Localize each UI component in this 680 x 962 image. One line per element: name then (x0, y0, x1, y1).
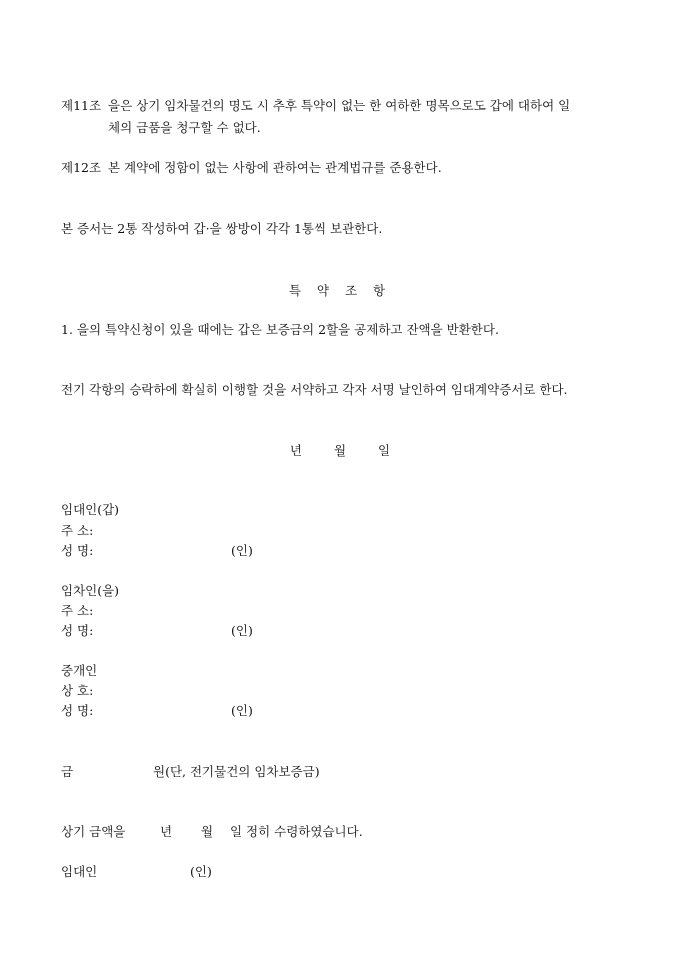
special-terms-title: 특 약 조 항 (288, 283, 392, 298)
lessee-seal: (인) (231, 623, 253, 638)
broker-seal: (인) (231, 703, 253, 718)
special-term-item: 1. 을의 특약신청이 있을 때에는 갑은 보증금의 2할을 공제하고 잔액을 반환한다. (61, 322, 499, 337)
lessor-sign-seal: (인) (190, 864, 212, 879)
article-11 (61, 98, 570, 114)
lessor-seal: (인) (231, 543, 253, 558)
broker-firm-label: 상 호: (61, 683, 94, 698)
lessor-name-label: 성 명: (61, 543, 94, 558)
lessor-address-label: 주 소: (61, 523, 94, 538)
amount-label: 금 (61, 764, 74, 779)
contract-date (0, 443, 680, 459)
agreement-statement: 전기 각항의 승락하에 확실히 이행할 것을 서약하고 각자 서명 날인하여 임대계약증서로 한다. (61, 382, 568, 397)
article-text-line1: 을은 상기 임차물건의 명도 시 추후 특약이 없는 한 여하한 명목으로도 갑에 대하여 일 (108, 98, 571, 113)
date-year: 년 (289, 443, 302, 458)
article-number: 제12조 (61, 160, 102, 175)
lessee-name-label: 성 명: (61, 623, 94, 638)
lessor-sign-label: 임대인 (61, 864, 98, 879)
date-month: 월 (333, 443, 347, 458)
broker-name-label: 성 명: (61, 703, 94, 718)
receipt-month: 월 (201, 824, 214, 839)
lessee-address-label: 주 소: (61, 603, 94, 618)
copies-statement: 본 증서는 2통 작성하여 갑·을 쌍방이 각각 1통씩 보관한다. (61, 221, 383, 236)
lessee-heading: 임차인(을) (61, 583, 120, 598)
receipt-year: 년 (160, 824, 173, 839)
date-day: 일 (378, 443, 391, 458)
broker-heading: 중개인 (61, 663, 98, 678)
amount-text: 원(단, 전기물건의 임차보증금) (153, 764, 320, 779)
lessor-heading: 임대인(갑) (61, 502, 120, 517)
article-11-line2: 체의 금품을 청구할 수 없다. (108, 120, 261, 135)
article-text-line1: 본 계약에 정함이 없는 사항에 관하여는 관계법규를 준용한다. (108, 160, 442, 175)
article-number: 제11조 (61, 98, 102, 113)
receipt-prefix: 상기 금액을 (61, 824, 126, 839)
article-12 (61, 160, 442, 176)
receipt-suffix: 일 정히 수령하였습니다. (230, 824, 363, 839)
